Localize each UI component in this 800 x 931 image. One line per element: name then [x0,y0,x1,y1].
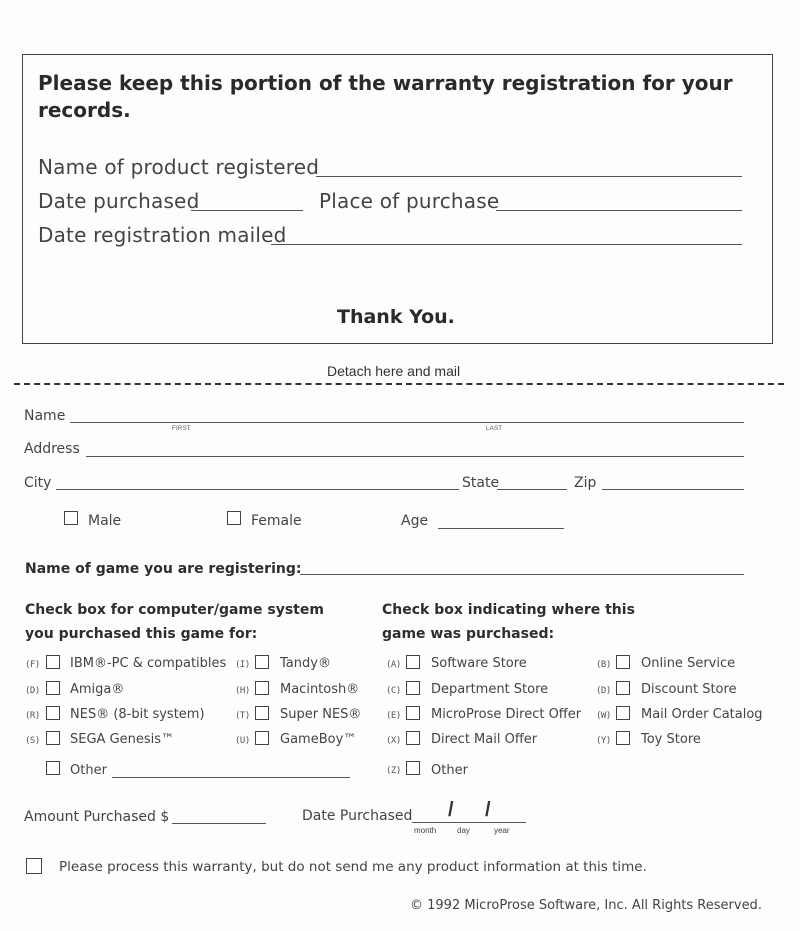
system-label: Tandy® [280,656,331,671]
store-checkbox-discount-store[interactable] [616,681,630,695]
store-checkbox-toy-store[interactable] [616,731,630,745]
store-code: (B) [596,660,611,670]
optout-label: Please process this warranty, but do not send me any product information at this time. [59,859,647,875]
age-field[interactable] [438,528,564,529]
amount-purchased-field[interactable] [172,823,266,824]
place-of-purchase-label: Place of purchase [319,189,500,213]
product-registered-label: Name of product registered [38,155,320,179]
city-field[interactable] [56,489,459,490]
system-code: (H) [235,686,250,696]
store-code: (X) [386,736,401,746]
system-checkbox-ibm-pc[interactable] [46,655,60,669]
system-checkbox-amiga[interactable] [46,681,60,695]
system-checkbox-gameboy[interactable] [255,731,269,745]
address-label: Address [24,441,80,457]
system-checkbox-other[interactable] [46,761,60,775]
system-code: (R) [25,711,40,721]
month-hint: month [414,826,437,835]
amount-purchased-label: Amount Purchased $ [24,809,170,825]
system-label: Macintosh® [280,682,360,697]
system-checkbox-super-nes[interactable] [255,706,269,720]
system-heading-line-1: Check box for computer/game system [25,602,324,618]
game-name-label: Name of game you are registering: [25,561,302,577]
store-label: Mail Order Catalog [641,707,763,722]
store-heading-line-2: game was purchased: [382,626,555,642]
first-name-hint: FIRST [172,426,191,432]
store-checkbox-other[interactable] [406,761,420,775]
store-code: (D) [596,686,611,696]
system-checkbox-tandy[interactable] [255,655,269,669]
date-slash: / [448,799,454,821]
system-label: NES® (8-bit system) [70,707,205,722]
system-code: (D) [25,686,40,696]
store-label: Discount Store [641,682,737,697]
female-label: Female [251,513,302,529]
city-label: City [24,475,52,491]
year-hint: year [494,826,510,835]
age-label: Age [401,513,429,529]
game-name-field[interactable] [300,574,744,575]
female-checkbox[interactable] [227,511,241,525]
detach-instruction: Detach here and mail [327,363,461,379]
thank-you-text: Thank You. [337,306,455,328]
keep-portion-heading: Please keep this portion of the warranty registration for your records. [38,71,733,122]
store-code: (Y) [596,736,611,746]
system-checkbox-nes[interactable] [46,706,60,720]
store-label: Department Store [431,682,549,697]
system-heading-line-2: you purchased this game for: [25,626,258,642]
address-field[interactable] [86,456,744,457]
store-label: Other [431,763,468,778]
system-code: (I) [235,660,250,670]
date-purchased-field[interactable] [412,822,526,823]
date-mailed-line[interactable] [271,244,742,245]
date-purchased-keep-label: Date purchased [38,189,200,213]
system-label: IBM®-PC & compatibles [70,656,227,671]
system-label: Amiga® [70,682,125,697]
system-checkbox-macintosh[interactable] [255,681,269,695]
place-of-purchase-line[interactable] [496,210,742,211]
detach-dashed-line [14,383,784,385]
day-hint: day [457,826,470,835]
date-mailed-label: Date registration mailed [38,223,287,247]
state-field[interactable] [497,489,567,490]
store-code: (Z) [386,766,401,776]
male-label: Male [88,513,122,529]
store-checkbox-software-store[interactable] [406,655,420,669]
system-code: (T) [235,711,250,721]
name-field[interactable] [70,422,744,423]
store-label: Online Service [641,656,736,671]
store-checkbox-microprose-direct[interactable] [406,706,420,720]
optout-checkbox[interactable] [26,858,42,874]
store-code: (W) [596,711,611,721]
name-label: Name [24,408,66,424]
store-checkbox-direct-mail[interactable] [406,731,420,745]
store-checkbox-online-service[interactable] [616,655,630,669]
store-checkbox-department-store[interactable] [406,681,420,695]
copyright-notice: © 1992 MicroProse Software, Inc. All Rights Reserved. [410,898,762,913]
system-code: (F) [25,660,40,670]
system-label: GameBoy™ [280,732,357,747]
date-slash: / [485,799,491,821]
store-checkbox-mail-order[interactable] [616,706,630,720]
zip-field[interactable] [602,489,744,490]
store-label: MicroProse Direct Offer [431,707,582,722]
store-code: (A) [386,660,401,670]
last-name-hint: LAST [486,426,503,432]
system-label: SEGA Genesis™ [70,732,175,747]
system-checkbox-sega-genesis[interactable] [46,731,60,745]
product-registered-line[interactable] [316,176,742,177]
system-code: (S) [25,736,40,746]
system-label: Super NES® [280,707,362,722]
male-checkbox[interactable] [64,511,78,525]
store-heading-line-1: Check box indicating where this [382,602,635,618]
system-label: Other [70,763,107,778]
date-purchased-keep-line[interactable] [191,210,303,211]
state-label: State [462,475,500,491]
date-purchased-label: Date Purchased [302,808,413,824]
store-code: (E) [386,711,401,721]
system-code: (U) [235,736,250,746]
zip-label: Zip [574,475,597,491]
store-label: Direct Mail Offer [431,732,538,747]
system-other-field[interactable] [112,777,350,778]
store-label: Toy Store [641,732,701,747]
store-code: (C) [386,686,401,696]
store-label: Software Store [431,656,527,671]
